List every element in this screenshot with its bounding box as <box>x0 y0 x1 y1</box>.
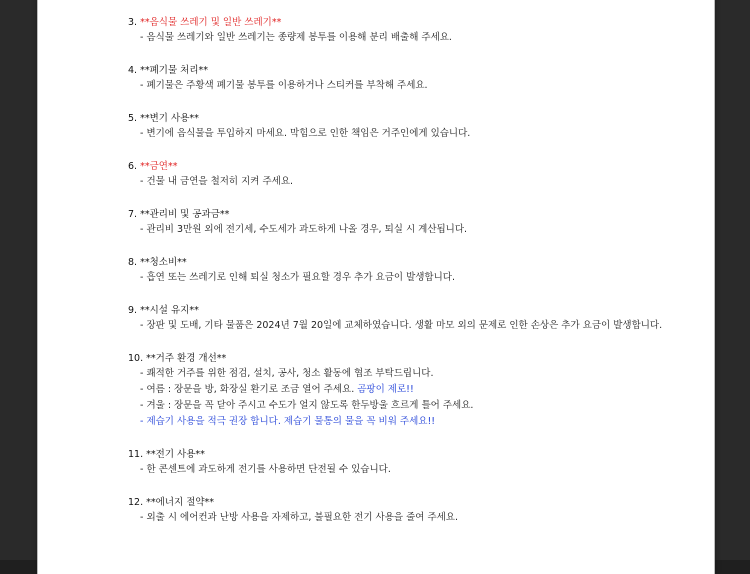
rule-number: 10. <box>128 353 144 364</box>
rule-item <box>128 64 688 94</box>
rule-line <box>128 382 688 398</box>
rule-title-label: **전기 사용** <box>146 449 205 460</box>
document-content <box>128 16 688 544</box>
rule-title-label: **거주 환경 개선** <box>146 353 227 364</box>
rule-item <box>128 208 688 238</box>
rule-title <box>128 160 688 174</box>
rule-title-label: **금연** <box>140 161 178 172</box>
rule-number: 7. <box>128 209 138 220</box>
rule-title-label: **음식물 쓰레기 및 일반 쓰레기** <box>140 17 282 28</box>
rule-title <box>128 352 688 366</box>
rule-title-label: **시설 유지** <box>140 305 199 316</box>
rule-number: 4. <box>128 65 138 76</box>
rule-title <box>128 208 688 222</box>
rule-line: - 쾌적한 거주를 위한 점검, 설치, 공사, 청소 활동에 협조 부탁드립니다. <box>140 368 434 379</box>
rule-title-label: **폐기물 처리** <box>140 65 209 76</box>
rule-title <box>128 64 688 78</box>
rule-title <box>128 16 688 30</box>
rule-item <box>128 16 688 46</box>
rule-title-label: **변기 사용** <box>140 113 199 124</box>
rule-line-highlight: - 제습기 사용을 적극 권장 합니다. 제습기 물통의 물을 꼭 비워 주세요!! <box>140 416 436 427</box>
rule-title <box>128 112 688 126</box>
rule-title <box>128 496 688 510</box>
rule-line: - 외출 시 에어컨과 난방 사용을 자제하고, 불필요한 전기 사용을 줄여 주세요. <box>140 512 458 523</box>
rule-line: - 장판 및 도배, 기타 물품은 2024년 7월 20일에 교체하였습니다. 생활 마모 외의 문제로 인한 손상은 추가 요금이 발생합니다. <box>140 320 663 331</box>
rule-title <box>128 448 688 462</box>
rule-item <box>128 112 688 142</box>
rule-title-label: **청소비** <box>140 257 187 268</box>
document-page <box>38 0 714 574</box>
rule-line: - 관리비 3만원 외에 전기세, 수도세가 과도하게 나올 경우, 퇴실 시 계산됩니다. <box>140 224 468 235</box>
rule-line: - 겨울 : 장문을 꼭 닫아 주시고 수도가 얼지 않도록 한두방울 흐르게 틀어 주세요. <box>140 400 474 411</box>
rule-line: - 건물 내 금연을 철저히 지켜 주세요. <box>140 176 294 187</box>
rule-number: 12. <box>128 497 144 508</box>
rule-number: 9. <box>128 305 138 316</box>
rule-title <box>128 304 688 318</box>
rule-item-10 <box>128 352 688 430</box>
rule-title-label: **에너지 절약** <box>146 497 215 508</box>
rule-line: - 폐기물은 주황색 폐기물 봉투를 이용하거나 스티커를 부착해 주세요. <box>140 80 428 91</box>
rule-line-highlight: 곰팡이 제로!! <box>357 384 414 395</box>
rule-number: 11. <box>128 449 144 460</box>
rule-title-label: **관리비 및 공과금** <box>140 209 230 220</box>
rule-number: 8. <box>128 257 138 268</box>
rule-line: - 한 콘센트에 과도하게 전기를 사용하면 단전될 수 있습니다. <box>140 464 391 475</box>
rule-item-11 <box>128 448 688 478</box>
rule-line: - 변기에 음식물을 투입하지 마세요. 막힘으로 인한 책임은 거주인에게 있습니다. <box>140 128 471 139</box>
rule-item <box>128 160 688 190</box>
rule-number: 6. <box>128 161 138 172</box>
rule-item-12 <box>128 496 688 526</box>
rules-list <box>128 16 688 334</box>
rule-item <box>128 304 688 334</box>
rule-line: - 흡연 또는 쓰레기로 인해 퇴실 청소가 필요할 경우 추가 요금이 발생합니다. <box>140 272 455 283</box>
rule-line-text: - 여름 : 장문을 방, 화장실 환기로 조금 열어 주세요. <box>140 384 355 395</box>
rule-number: 3. <box>128 17 138 28</box>
rule-number: 5. <box>128 113 138 124</box>
rule-item <box>128 256 688 286</box>
rule-title <box>128 256 688 270</box>
rule-line: - 음식물 쓰레기와 일반 쓰레기는 종량제 봉투를 이용해 분리 배출해 주세요. <box>140 32 452 43</box>
